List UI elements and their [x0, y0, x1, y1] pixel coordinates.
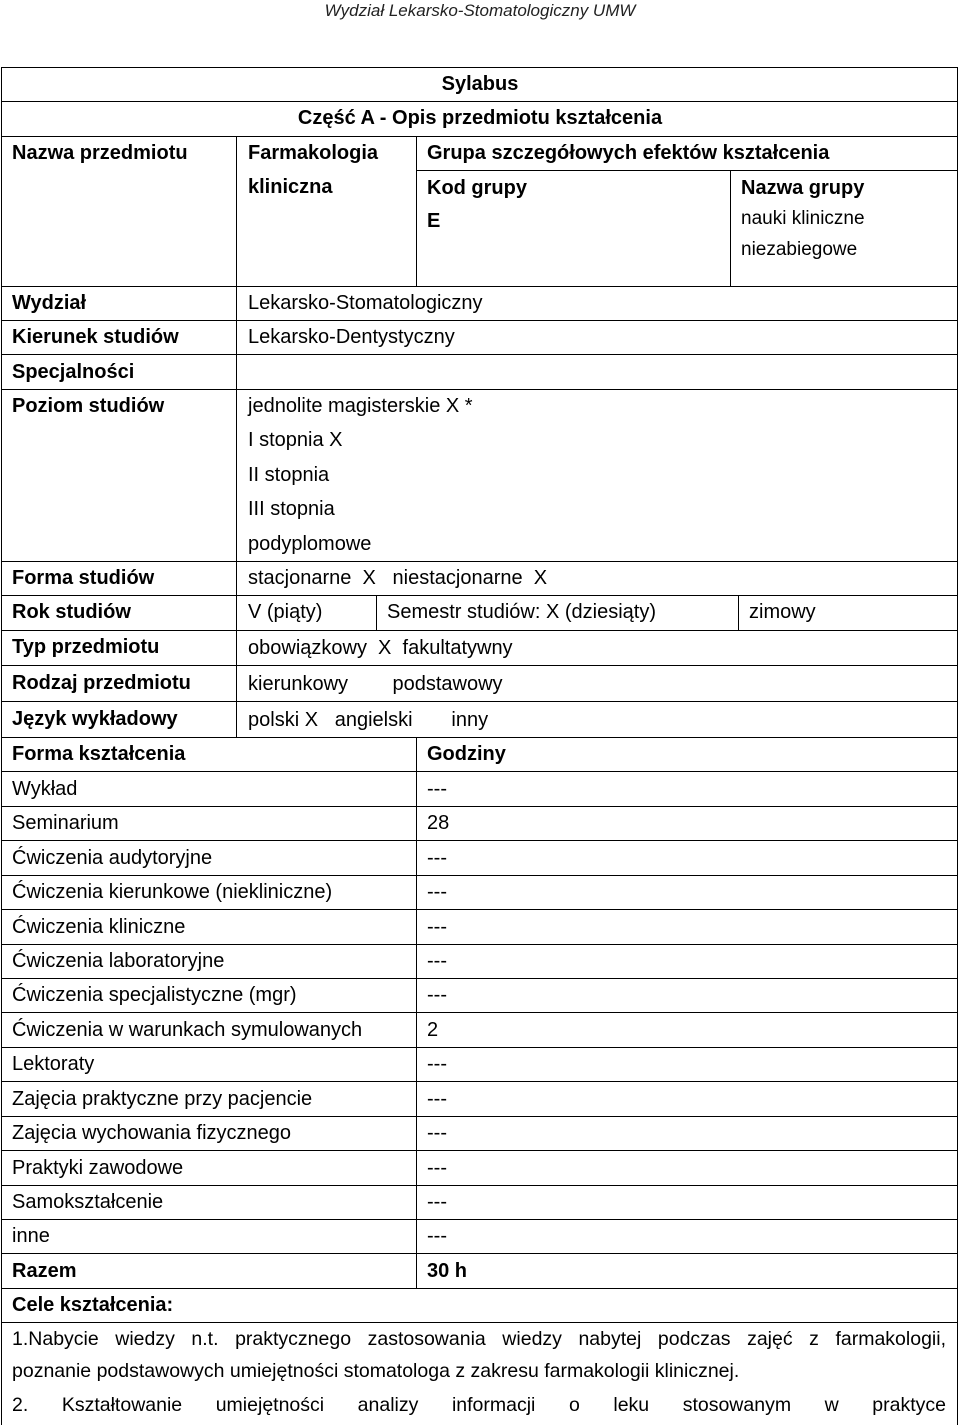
hours-row-name: Ćwiczenia kliniczne [12, 916, 186, 938]
language-value: polski X angielski inny [248, 709, 489, 731]
hours-row-name: Samokształcenie [12, 1191, 164, 1213]
hours-row-name: Ćwiczenia w warunkach symulowanych [12, 1019, 363, 1041]
level-label: Poziom studiów [12, 395, 165, 417]
hours-row-value: --- [427, 950, 447, 972]
hours-row-value: --- [427, 984, 447, 1006]
semester-value: Semestr studiów: X (dziesiąty) [387, 601, 656, 623]
hours-row-value: --- [427, 1122, 447, 1144]
hours-row-name: Ćwiczenia specjalistyczne (mgr) [12, 984, 297, 1006]
hours-row-value: --- [427, 1191, 447, 1213]
goals-line-1: 1.Nabycie wiedzy n.t. praktycznego zastosowania wiedzy nabytej podczas zajęć z farmakologii, [12, 1328, 946, 1350]
goals-line-2: poznanie podstawowych umiejętności stomatologa z zakresu farmakologii klinicznej. [12, 1360, 740, 1382]
kind-value: kierunkowy podstawowy [248, 673, 503, 695]
specialties-label: Specjalności [12, 361, 135, 383]
faculty-label: Wydział [12, 292, 87, 314]
level-option-1: jednolite magisterskie X * [248, 395, 473, 417]
part-a-title: Część A - Opis przedmiotu kształcenia [297, 107, 663, 129]
course-name-line2: kliniczna [248, 176, 333, 198]
hours-row-name: Wykład [12, 778, 78, 800]
hours-row-value: --- [427, 916, 447, 938]
hours-header: Godziny [427, 743, 506, 765]
hours-row-name: Lektoraty [12, 1053, 95, 1075]
direction-value: Lekarsko-Dentystyczny [248, 326, 455, 348]
hours-row-value: --- [427, 1157, 447, 1179]
group-label: Grupa szczegółowych efektów kształcenia [427, 142, 830, 164]
sylabus-title: Sylabus [441, 73, 519, 95]
hours-row-name: Seminarium [12, 812, 119, 834]
hours-form-header: Forma kształcenia [12, 743, 186, 765]
goals-label: Cele kształcenia: [12, 1294, 174, 1316]
hours-row-name: Ćwiczenia laboratoryjne [12, 950, 225, 972]
group-code: E [427, 210, 441, 232]
kind-label: Rodzaj przedmiotu [12, 672, 191, 694]
level-option-4: III stopnia [248, 498, 335, 520]
hours-row-value: --- [427, 1053, 447, 1075]
season-value: zimowy [749, 601, 816, 623]
course-name-line1: Farmakologia [248, 142, 379, 164]
hours-row-value: 2 [427, 1019, 439, 1041]
year-value: V (piąty) [248, 601, 323, 623]
total-value: 30 h [427, 1260, 468, 1282]
group-code-label: Kod grupy [427, 177, 527, 199]
hours-row-value: --- [427, 778, 447, 800]
level-option-5: podyplomowe [248, 533, 372, 555]
hours-row-name: Zajęcia praktyczne przy pacjencie [12, 1088, 313, 1110]
page-header: Wydział Lekarsko-Stomatologiczny UMW [324, 1, 636, 20]
hours-row-name: inne [12, 1225, 50, 1247]
hours-row-name: Zajęcia wychowania fizycznego [12, 1122, 292, 1144]
faculty-value: Lekarsko-Stomatologiczny [248, 292, 483, 314]
group-name-label: Nazwa grupy [741, 177, 865, 199]
hours-row-value: --- [427, 881, 447, 903]
level-option-2: I stopnia X [248, 429, 343, 451]
hours-row-value: --- [427, 1225, 447, 1247]
form-value: stacjonarne X niestacjonarne X [248, 567, 548, 589]
total-label: Razem [12, 1260, 77, 1282]
hours-row-name: Ćwiczenia audytoryjne [12, 847, 213, 869]
group-name-line1: nauki kliniczne [741, 208, 865, 229]
hours-row-name: Praktyki zawodowe [12, 1157, 184, 1179]
group-name-line2: niezabiegowe [741, 239, 858, 260]
hours-row-name: Ćwiczenia kierunkowe (niekliniczne) [12, 881, 333, 903]
type-label: Typ przedmiotu [12, 636, 160, 658]
course-name-label: Nazwa przedmiotu [12, 142, 188, 164]
goals-line-3: 2. Kształtowanie umiejętności analizy informacji o leku stosowanym w praktyce [12, 1394, 946, 1416]
year-label: Rok studiów [12, 601, 131, 623]
hours-row-value: --- [427, 1088, 447, 1110]
form-label: Forma studiów [12, 567, 155, 589]
hours-row-value: --- [427, 847, 447, 869]
level-option-3: II stopnia [248, 464, 330, 486]
hours-row-value: 28 [427, 812, 450, 834]
language-label: Język wykładowy [12, 708, 178, 730]
type-value: obowiązkowy X fakultatywny [248, 637, 513, 659]
direction-label: Kierunek studiów [12, 326, 179, 348]
